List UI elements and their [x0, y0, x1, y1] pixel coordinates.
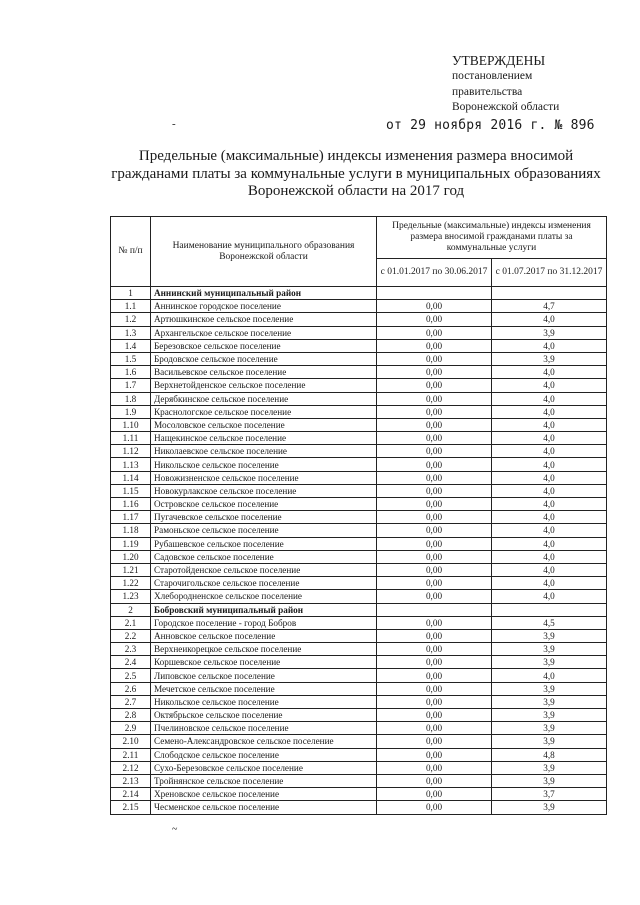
table-row — [111, 709, 607, 722]
row-index-period-2: 4,0 — [492, 445, 607, 458]
row-index-period-2: 4,0 — [492, 339, 607, 352]
row-number: 2.5 — [111, 669, 151, 682]
row-index-period-2: 4,0 — [492, 524, 607, 537]
row-index-period-1: 0,00 — [377, 418, 492, 431]
header-indexes-label: Предельные (максимальные) индексы изменения размера вносимой гражданами платы за коммунальные услуги — [392, 221, 591, 253]
row-index-period-2: 4,0 — [492, 511, 607, 524]
row-index-period-1: 0,00 — [377, 326, 492, 339]
row-number: 1.20 — [111, 550, 151, 563]
table-row — [111, 656, 607, 669]
row-number: 1.21 — [111, 563, 151, 576]
row-number: 1.22 — [111, 577, 151, 590]
row-name: Новокурлакское сельское поселение — [151, 484, 377, 497]
row-index-period-1: 0,00 — [377, 300, 492, 313]
row-index-period-2: 4,0 — [492, 669, 607, 682]
row-index-period-2: 4,0 — [492, 405, 607, 418]
row-number: 1.1 — [111, 300, 151, 313]
row-number: 2.11 — [111, 748, 151, 761]
row-index-period-1: 0,00 — [377, 643, 492, 656]
row-number: 1.4 — [111, 339, 151, 352]
row-index-period-2: 4,0 — [492, 484, 607, 497]
row-index-period-2: 3,7 — [492, 788, 607, 801]
table-row — [111, 801, 607, 814]
header-num-label: № п/п — [118, 246, 143, 256]
table-region-row — [111, 287, 607, 300]
row-index-period-2: 4,0 — [492, 590, 607, 603]
row-name: Семено-Александровское сельское поселение — [151, 735, 377, 748]
row-number: 1.16 — [111, 498, 151, 511]
scan-mark: - — [172, 118, 176, 130]
row-name: Николаевское сельское поселение — [151, 445, 377, 458]
row-index-period-2: 3,9 — [492, 643, 607, 656]
row-name: Старотойденское сельское поселение — [151, 563, 377, 576]
table-row — [111, 471, 607, 484]
row-number: 2.15 — [111, 801, 151, 814]
row-number: 2.9 — [111, 722, 151, 735]
row-name: Дерябкинское сельское поселение — [151, 392, 377, 405]
header-period-2 — [492, 259, 607, 287]
table-row — [111, 524, 607, 537]
row-index-period-2 — [492, 603, 607, 616]
table-row — [111, 511, 607, 524]
row-name: Коршевское сельское поселение — [151, 656, 377, 669]
row-index-period-2: 3,9 — [492, 774, 607, 787]
row-index-period-2: 4,8 — [492, 748, 607, 761]
row-name: Никольское сельское поселение — [151, 458, 377, 471]
table-row — [111, 682, 607, 695]
row-index-period-2: 3,9 — [492, 695, 607, 708]
row-index-period-2: 3,9 — [492, 629, 607, 642]
row-index-period-2: 3,9 — [492, 352, 607, 365]
row-index-period-1: 0,00 — [377, 445, 492, 458]
row-name: Чесменское сельское поселение — [151, 801, 377, 814]
table-row — [111, 722, 607, 735]
table-row — [111, 498, 607, 511]
row-number: 1.12 — [111, 445, 151, 458]
row-number: 1.2 — [111, 313, 151, 326]
row-index-period-1: 0,00 — [377, 669, 492, 682]
table-row — [111, 418, 607, 431]
row-index-period-1: 0,00 — [377, 735, 492, 748]
header-period-1 — [377, 259, 492, 287]
row-index-period-1: 0,00 — [377, 498, 492, 511]
row-index-period-1: 0,00 — [377, 577, 492, 590]
row-index-period-2: 4,0 — [492, 366, 607, 379]
row-number: 1.6 — [111, 366, 151, 379]
table-row — [111, 590, 607, 603]
row-index-period-1: 0,00 — [377, 709, 492, 722]
table-row — [111, 445, 607, 458]
row-index-period-2: 4,0 — [492, 313, 607, 326]
row-index-period-1: 0,00 — [377, 761, 492, 774]
row-name: Пчелиновское сельское поселение — [151, 722, 377, 735]
row-index-period-1 — [377, 603, 492, 616]
scan-mark-bottom: ~ — [172, 824, 178, 835]
row-name: Верхнетойденское сельское поселение — [151, 379, 377, 392]
row-name: Краснологское сельское поселение — [151, 405, 377, 418]
row-index-period-1: 0,00 — [377, 511, 492, 524]
row-index-period-2: 3,9 — [492, 801, 607, 814]
row-name: Аннинский муниципальный район — [151, 287, 377, 300]
row-number: 2.2 — [111, 629, 151, 642]
row-name: Хлебородненское сельское поселение — [151, 590, 377, 603]
table-row — [111, 761, 607, 774]
row-number: 1.23 — [111, 590, 151, 603]
table-row — [111, 774, 607, 787]
row-number: 2.12 — [111, 761, 151, 774]
decree-reference: от 29 ноября 2016 г. № 896 — [386, 118, 595, 133]
row-name: Бродовское сельское поселение — [151, 352, 377, 365]
row-index-period-2: 4,0 — [492, 392, 607, 405]
table-row — [111, 788, 607, 801]
row-index-period-1: 0,00 — [377, 788, 492, 801]
table-row — [111, 629, 607, 642]
row-number: 2.7 — [111, 695, 151, 708]
row-index-period-2: 4,0 — [492, 577, 607, 590]
approval-line-3: Воронежской области — [452, 101, 560, 113]
row-index-period-2: 3,9 — [492, 656, 607, 669]
row-name: Тройнянское сельское поселение — [151, 774, 377, 787]
row-index-period-2: 3,9 — [492, 709, 607, 722]
row-number: 1.14 — [111, 471, 151, 484]
row-index-period-2: 4,0 — [492, 498, 607, 511]
row-number: 1.10 — [111, 418, 151, 431]
row-number: 2.13 — [111, 774, 151, 787]
table-row — [111, 405, 607, 418]
row-number: 2.1 — [111, 616, 151, 629]
row-index-period-1: 0,00 — [377, 484, 492, 497]
row-index-period-1: 0,00 — [377, 313, 492, 326]
row-index-period-2: 3,9 — [492, 682, 607, 695]
title-line-3: Воронежской области на 2017 год — [247, 183, 465, 199]
row-index-period-2: 4,0 — [492, 550, 607, 563]
header-period-2-label: с 01.07.2017 по 31.12.2017 — [495, 267, 603, 277]
header-indexes — [377, 217, 607, 259]
row-name: Верхнеикорецкое сельское поселение — [151, 643, 377, 656]
row-number: 2.6 — [111, 682, 151, 695]
table-row — [111, 458, 607, 471]
row-index-period-1: 0,00 — [377, 379, 492, 392]
row-index-period-1: 0,00 — [377, 629, 492, 642]
row-name: Архангельское сельское поселение — [151, 326, 377, 339]
row-index-period-2: 4,0 — [492, 379, 607, 392]
header-name-label: Наименование муниципального образования Воронежской области — [172, 240, 355, 262]
table-row — [111, 735, 607, 748]
row-number: 2.10 — [111, 735, 151, 748]
approval-line-1: постановлением — [452, 70, 533, 82]
table-row — [111, 326, 607, 339]
approval-title: УТВЕРЖДЕНЫ — [452, 53, 546, 68]
table-row — [111, 616, 607, 629]
row-index-period-2: 4,7 — [492, 300, 607, 313]
row-index-period-2: 4,0 — [492, 432, 607, 445]
row-index-period-1: 0,00 — [377, 801, 492, 814]
row-name: Хреновское сельское поселение — [151, 788, 377, 801]
table-row — [111, 352, 607, 365]
table-region-row — [111, 603, 607, 616]
row-number: 1.19 — [111, 537, 151, 550]
row-name: Васильевское сельское поселение — [151, 366, 377, 379]
row-number: 1.7 — [111, 379, 151, 392]
row-name: Мечетское сельское поселение — [151, 682, 377, 695]
row-index-period-2: 3,9 — [492, 722, 607, 735]
row-name: Садовское сельское поселение — [151, 550, 377, 563]
row-index-period-1: 0,00 — [377, 524, 492, 537]
row-number: 2.4 — [111, 656, 151, 669]
row-number: 2.14 — [111, 788, 151, 801]
table-row — [111, 379, 607, 392]
table-row — [111, 313, 607, 326]
row-number: 1.15 — [111, 484, 151, 497]
title-line-2: гражданами платы за коммунальные услуги в муниципальных образованиях — [111, 165, 601, 182]
table-row — [111, 366, 607, 379]
row-number: 2 — [111, 603, 151, 616]
row-index-period-1: 0,00 — [377, 352, 492, 365]
row-index-period-1: 0,00 — [377, 550, 492, 563]
row-number: 1.18 — [111, 524, 151, 537]
row-index-period-1: 0,00 — [377, 458, 492, 471]
row-index-period-2: 4,0 — [492, 471, 607, 484]
table-row — [111, 748, 607, 761]
row-index-period-1: 0,00 — [377, 774, 492, 787]
header-period-1-label: с 01.01.2017 по 30.06.2017 — [380, 267, 488, 277]
row-number: 1.17 — [111, 511, 151, 524]
row-name: Рубашевское сельское поселение — [151, 537, 377, 550]
header-num — [111, 217, 151, 287]
table-row — [111, 300, 607, 313]
title-line-1: Предельные (максимальные) индексы изменения размера вносимой — [138, 148, 574, 164]
row-index-period-1: 0,00 — [377, 405, 492, 418]
row-number: 1.13 — [111, 458, 151, 471]
row-name: Артюшкинское сельское поселение — [151, 313, 377, 326]
row-number: 2.8 — [111, 709, 151, 722]
header-name — [151, 217, 377, 287]
row-name: Анновское сельское поселение — [151, 629, 377, 642]
approval-stamp — [452, 52, 559, 116]
row-index-period-2: 4,0 — [492, 418, 607, 431]
table-row — [111, 550, 607, 563]
row-index-period-1: 0,00 — [377, 682, 492, 695]
row-name: Липовское сельское поселение — [151, 669, 377, 682]
indexes-table — [110, 216, 607, 815]
row-index-period-2: 4,0 — [492, 458, 607, 471]
row-number: 1.5 — [111, 352, 151, 365]
table-row — [111, 339, 607, 352]
row-index-period-2: 3,9 — [492, 735, 607, 748]
row-index-period-1: 0,00 — [377, 432, 492, 445]
table-row — [111, 392, 607, 405]
row-name: Пугачевское сельское поселение — [151, 511, 377, 524]
row-index-period-1: 0,00 — [377, 339, 492, 352]
row-number: 1.11 — [111, 432, 151, 445]
row-number: 1.3 — [111, 326, 151, 339]
table-row — [111, 577, 607, 590]
row-name: Аннинское городское поселение — [151, 300, 377, 313]
row-index-period-2: 4,0 — [492, 563, 607, 576]
row-index-period-1: 0,00 — [377, 563, 492, 576]
row-index-period-2 — [492, 287, 607, 300]
table-row — [111, 643, 607, 656]
row-index-period-2: 4,0 — [492, 537, 607, 550]
row-name: Мосоловское сельское поселение — [151, 418, 377, 431]
row-number: 1.8 — [111, 392, 151, 405]
row-name: Березовское сельское поселение — [151, 339, 377, 352]
row-index-period-1: 0,00 — [377, 366, 492, 379]
table-row — [111, 537, 607, 550]
table-row — [111, 484, 607, 497]
row-index-period-1: 0,00 — [377, 695, 492, 708]
row-index-period-2: 3,9 — [492, 761, 607, 774]
row-index-period-1: 0,00 — [377, 471, 492, 484]
table-row — [111, 669, 607, 682]
row-name: Октябрьское сельское поселение — [151, 709, 377, 722]
row-index-period-1: 0,00 — [377, 392, 492, 405]
row-index-period-1: 0,00 — [377, 590, 492, 603]
row-name: Нащекинское сельское поселение — [151, 432, 377, 445]
approval-line-2: правительства — [452, 85, 523, 98]
table-row — [111, 432, 607, 445]
row-name: Городское поселение - город Бобров — [151, 616, 377, 629]
row-number: 2.3 — [111, 643, 151, 656]
row-name: Новожизненское сельское поселение — [151, 471, 377, 484]
row-name: Старочигольское сельское поселение — [151, 577, 377, 590]
row-index-period-1: 0,00 — [377, 616, 492, 629]
row-name: Никольское сельское поселение — [151, 695, 377, 708]
row-index-period-1: 0,00 — [377, 748, 492, 761]
row-name: Слободское сельское поселение — [151, 748, 377, 761]
row-name: Рамоньское сельское поселение — [151, 524, 377, 537]
row-index-period-1: 0,00 — [377, 722, 492, 735]
row-number: 1.9 — [111, 405, 151, 418]
table-row — [111, 695, 607, 708]
row-index-period-2: 4,5 — [492, 616, 607, 629]
document-title — [96, 148, 616, 201]
row-index-period-1: 0,00 — [377, 537, 492, 550]
row-name: Островское сельское поселение — [151, 498, 377, 511]
row-index-period-1 — [377, 287, 492, 300]
row-index-period-2: 3,9 — [492, 326, 607, 339]
row-number: 1 — [111, 287, 151, 300]
table-row — [111, 563, 607, 576]
row-name: Бобровский муниципальный район — [151, 603, 377, 616]
row-name: Сухо-Березовское сельское поселение — [151, 761, 377, 774]
row-index-period-1: 0,00 — [377, 656, 492, 669]
